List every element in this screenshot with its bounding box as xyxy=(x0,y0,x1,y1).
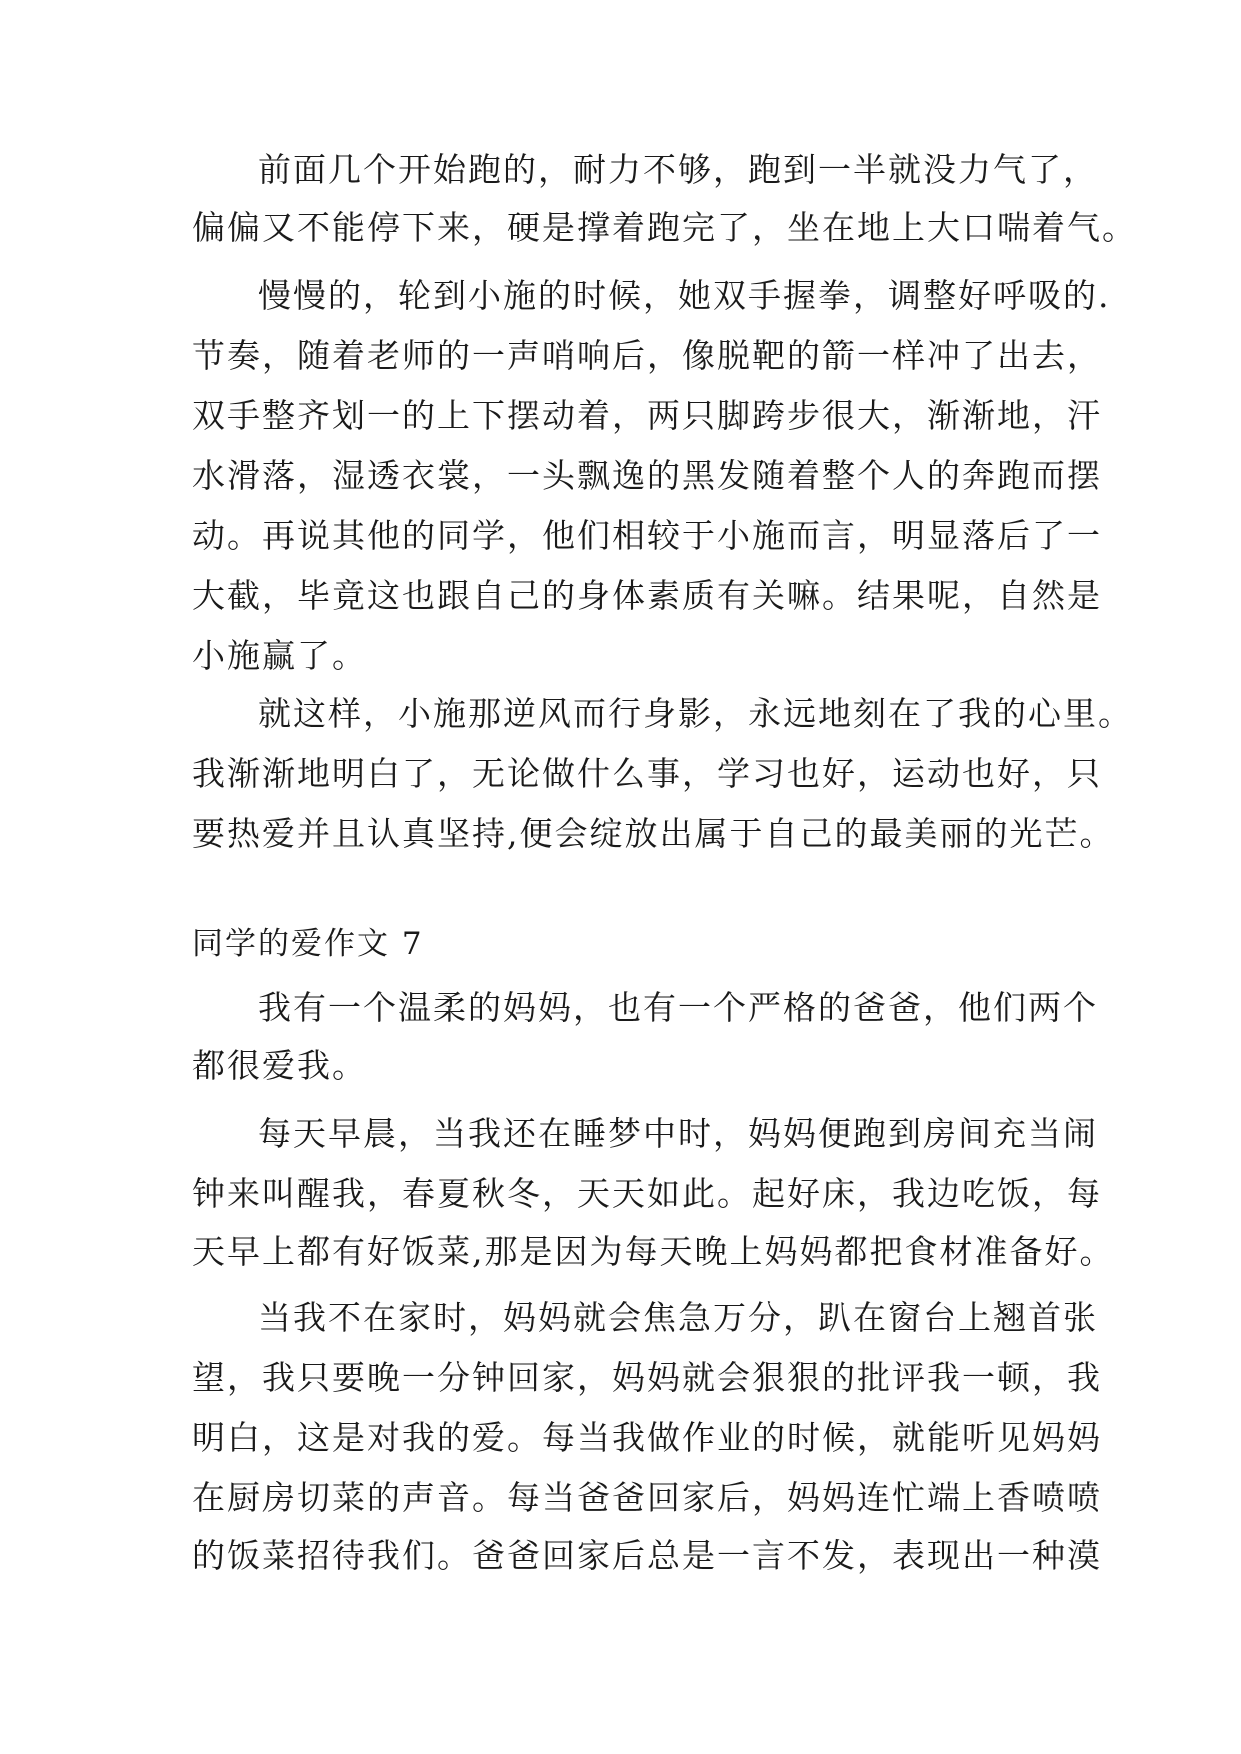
text-line: 节奏，随着老师的一声哨响后，像脱靶的箭一样冲了出去， xyxy=(192,336,1102,375)
text-line: 当我不在家时，妈妈就会焦急万分，趴在窗台上翘首张 xyxy=(258,1298,1098,1337)
text-line: 双手整齐划一的上下摆动着，两只脚跨步很大，渐渐地，汗 xyxy=(192,396,1102,435)
text-line: 前面几个开始跑的，耐力不够，跑到一半就没力气了， xyxy=(258,150,1098,189)
text-line: 水滑落，湿透衣裳，一头飘逸的黑发随着整个人的奔跑而摆 xyxy=(192,456,1102,495)
text-line: 我渐渐地明白了，无论做什么事，学习也好，运动也好，只 xyxy=(192,754,1102,793)
text-line: 的饭菜招待我们。爸爸回家后总是一言不发，表现出一种漠 xyxy=(192,1536,1102,1575)
text-line: 偏偏又不能停下来，硬是撑着跑完了，坐在地上大口喘着气。 xyxy=(192,208,1137,247)
text-line: 望，我只要晚一分钟回家，妈妈就会狠狠的批评我一顿，我 xyxy=(192,1358,1102,1397)
text-line: 大截，毕竟这也跟自己的身体素质有关嘛。结果呢，自然是 xyxy=(192,576,1102,615)
text-line: 要热爱并且认真坚持,便会绽放出属于自己的最美丽的光芒。 xyxy=(192,814,1115,853)
text-line: 就这样，小施那逆风而行身影，永远地刻在了我的心里。 xyxy=(258,694,1133,733)
text-line: 每天早晨，当我还在睡梦中时，妈妈便跑到房间充当闹 xyxy=(258,1114,1098,1153)
text-line: 动。再说其他的同学，他们相较于小施而言，明显落后了一 xyxy=(192,516,1102,555)
text-line: 我有一个温柔的妈妈，也有一个严格的爸爸，他们两个 xyxy=(258,988,1098,1027)
section-title: 同学的爱作文 7 xyxy=(192,926,424,962)
text-line: 钟来叫醒我，春夏秋冬，天天如此。起好床，我边吃饭，每 xyxy=(192,1174,1102,1213)
text-line: 慢慢的，轮到小施的时候，她双手握拳，调整好呼吸的. xyxy=(258,276,1111,315)
text-line: 天早上都有好饭菜,那是因为每天晚上妈妈都把食材准备好。 xyxy=(192,1232,1115,1271)
text-line: 都很爱我。 xyxy=(192,1046,367,1085)
text-line: 在厨房切菜的声音。每当爸爸回家后，妈妈连忙端上香喷喷 xyxy=(192,1478,1102,1517)
text-line: 小施赢了。 xyxy=(192,636,367,675)
text-line: 明白，这是对我的爱。每当我做作业的时候，就能听见妈妈 xyxy=(192,1418,1102,1457)
